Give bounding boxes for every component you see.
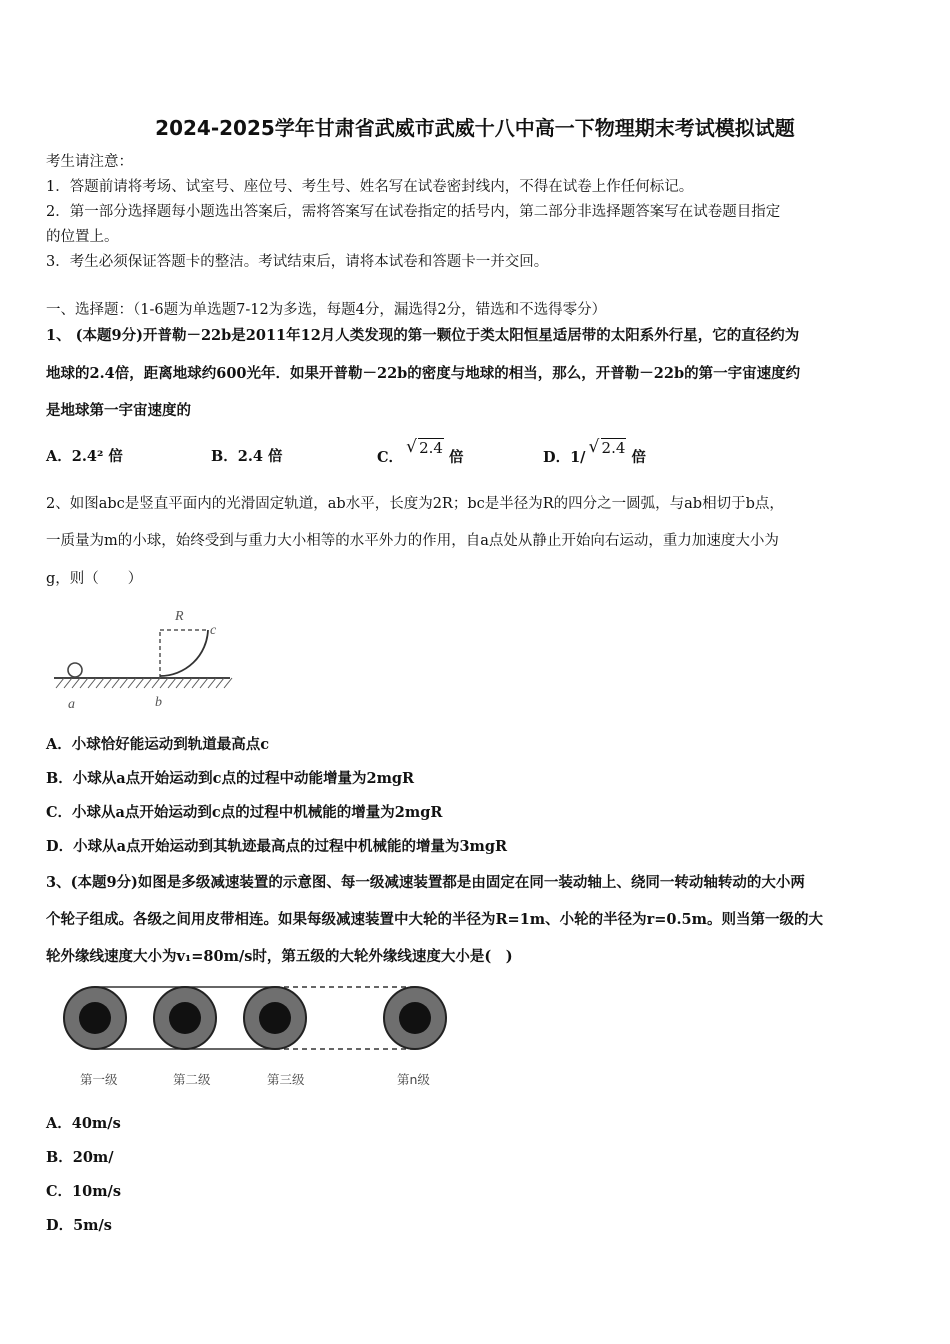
wheel-stage-3 — [244, 987, 306, 1049]
sqrt-symbol — [591, 438, 627, 458]
q3-line-1: 3、(本题9分)如图是多级减速装置的示意图、每一级减速装置都是由固定在同一装动轴上、绕同一转动轴转动的大小两 — [46, 874, 805, 891]
wheel-stage-2 — [154, 987, 216, 1049]
q2-line-2: 一质量为m的小球，始终受到与重力大小相等的水平外力的作用，自a点处从静止开始向右运动，重力加速度大小为 — [46, 533, 779, 549]
q1-option-c-prefix: C． — [377, 449, 404, 466]
q1-option-d — [543, 439, 646, 468]
q1-option-d-radicand: 2.4 — [601, 439, 626, 457]
quarter-arc — [160, 630, 208, 676]
q3-option-d: D．5m/s — [46, 1217, 112, 1234]
q2-line-1: 2、如图abc是竖直平面内的光滑固定轨道，ab水平，长度为2R；bc是半径为R的四分之一圆弧，与ab相切于b点， — [46, 496, 784, 512]
q2-option-c: C．小球从a点开始运动到c点的过程中机械能的增量为2mgR — [46, 804, 443, 821]
q3-line-2: 个轮子组成。各级之间用皮带相连。如果每级减速装置中大轮的半径为R=1m、小轮的半径为r=0.5m。则当第一级的大 — [46, 911, 823, 928]
q2-option-a: A．小球恰好能运动到轨道最高点c — [46, 736, 270, 753]
track-figure — [50, 598, 240, 716]
label-stage-2: 第二级 — [173, 1072, 211, 1087]
label-stage-n: 第n级 — [397, 1072, 430, 1087]
label-c: c — [210, 623, 217, 638]
wheel-stage-n — [384, 987, 446, 1049]
notice-item-2a: 2．第一部分选择题每小题选出答案后，需将答案写在试卷指定的括号内，第二部分非选择题答案写在试卷题目指定 — [46, 204, 781, 220]
q1-line-2: 地球的2.4倍，距离地球约600光年．如果开普勒－22b的密度与地球的相当，那么，开普勒－22b的第一宇宙速度约 — [46, 365, 801, 382]
label-R: R — [175, 609, 184, 624]
label-stage-3: 第三级 — [267, 1072, 305, 1087]
notice-heading: 考生请注意： — [46, 154, 133, 170]
q1-option-d-suffix: 倍 — [631, 449, 646, 466]
sqrt-symbol — [408, 438, 444, 458]
wheel-stage-1 — [64, 987, 126, 1049]
section-heading: 一、选择题：（1-6题为单选题7-12为多选，每题4分，漏选得2分，错选和不选得零分） — [46, 302, 607, 318]
q3-line-3: 轮外缘线速度大小为v₁=80m/s时，第五级的大轮外缘线速度大小是( ) — [46, 948, 513, 965]
q2-option-d: D．小球从a点开始运动到其轨迹最高点的过程中机械能的增量为3mgR — [46, 838, 508, 855]
q1-option-a: A．2.4² 倍 — [46, 448, 123, 465]
q1-line-3: 是地球第一宇宙速度的 — [46, 402, 191, 419]
label-stage-1: 第一级 — [80, 1072, 118, 1087]
q1-option-c — [377, 439, 464, 468]
q1-option-b: B．2.4 倍 — [211, 448, 283, 465]
q1-option-c-suffix: 倍 — [449, 449, 464, 466]
notice-item-1: 1．答题前请将考场、试室号、座位号、考生号、姓名写在试卷密封线内，不得在试卷上作任何标记。 — [46, 179, 694, 195]
ground-hatching — [56, 678, 232, 688]
q3-option-c: C．10m/s — [46, 1183, 122, 1200]
q3-option-a: A．40m/s — [46, 1115, 121, 1132]
ball-icon — [68, 663, 82, 677]
label-b: b — [155, 695, 162, 710]
page-title: 2024-2025学年甘肃省武威市武威十八中高一下物理期末考试模拟试题 — [155, 116, 795, 140]
pulley-figure — [55, 978, 465, 1096]
notice-item-2b: 的位置上。 — [46, 229, 119, 245]
q1-option-c-radicand: 2.4 — [419, 439, 443, 457]
q2-line-3: g，则（ ） — [46, 571, 143, 587]
q3-option-b: B．20m/ — [46, 1149, 114, 1166]
notice-item-3: 3．考生必须保证答题卡的整洁。考试结束后，请将本试卷和答题卡一并交回。 — [46, 254, 549, 270]
q1-option-d-prefix: D．1/ — [543, 449, 586, 466]
q1-line-1: 1、 (本题9分)开普勒－22b是2011年12月人类发现的第一颗位于类太阳恒星适居带的太阳系外行星，它的直径约为 — [46, 327, 800, 344]
label-a: a — [68, 697, 75, 712]
q2-option-b: B．小球从a点开始运动到c点的过程中动能增量为2mgR — [46, 770, 415, 787]
